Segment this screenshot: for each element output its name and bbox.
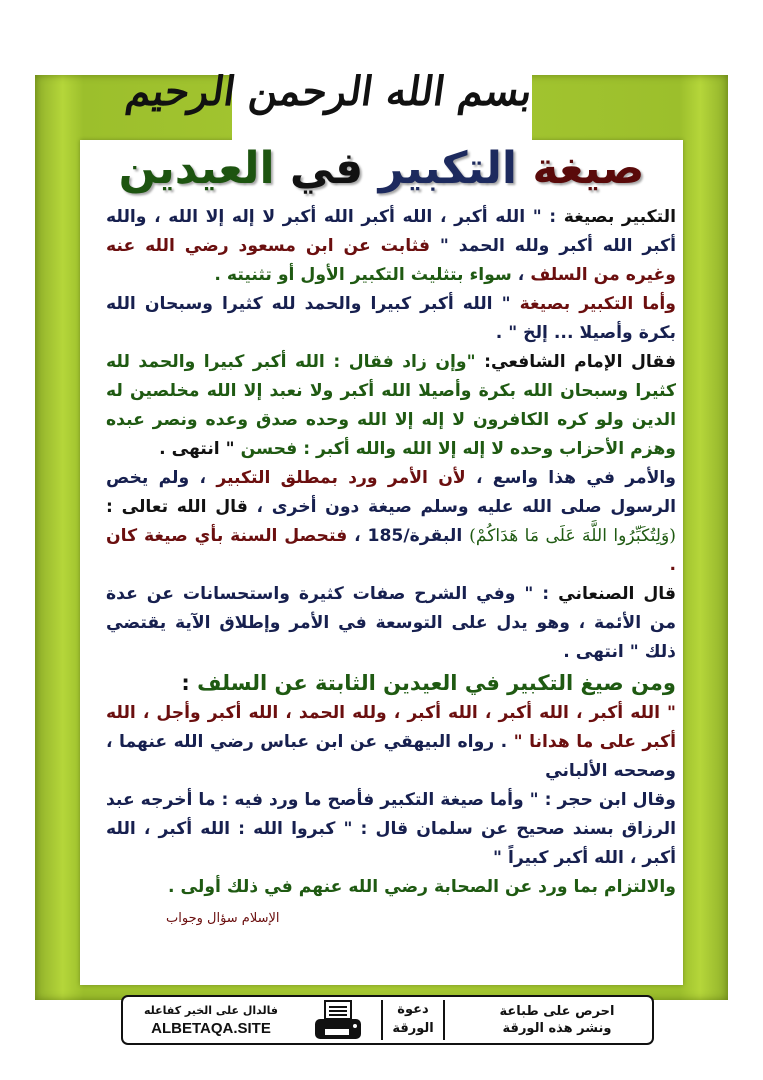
text-segment: سواء بتثليث التكبير الأول أو تثنيته . [214, 265, 512, 285]
site-branding [131, 1002, 291, 1038]
text-segment: قال الله تعالى : [106, 497, 248, 517]
text-segment: فتحصل السنة بأي صيغة كان . [106, 526, 676, 575]
title-word: صيغة [517, 143, 645, 194]
page-title [80, 140, 683, 198]
text-segment: : [181, 671, 198, 695]
slogan: فالدال على الخير كفاعله [143, 1004, 279, 1017]
body-flow [106, 203, 676, 988]
text-segment: "وإن زاد فقال : الله أكبر كبيرا والحمد لله كثيرا وسبحان الله بكرة وأصيلا الله أكبر ولا نعبد إلا الله مخلصين له الدين ولو كره الكافرون لا إله إلا الله وحده صدق وعده ونصر عبده وهزم الأحزاب وحده لا إله إلا الله والله أكبر : فحسن [106, 352, 676, 459]
text-segment: والأمر في هذا واسع ، [465, 468, 676, 488]
print-appeal [492, 1003, 622, 1037]
text-segment: ، ولم يخص الرسول صلى الله عليه وسلم صيغة دون أخرى ، [106, 468, 676, 517]
paragraph [106, 786, 676, 873]
title-word: العيدين [118, 143, 275, 194]
paragraph [106, 348, 676, 464]
text-segment: " الله أكبر ، الله أكبر ، الله أكبر ، ولله الحمد ، الله أكبر وأجل ، الله أكبر على ما هدانا " [106, 703, 676, 752]
title-word: في [274, 143, 364, 194]
paragraph [106, 873, 676, 902]
text-segment: فثابت عن ابن مسعود رضي الله عنه وغيره من السلف [106, 236, 676, 285]
basmala-calligraphy: بسم الله الرحمن الرحيم [123, 68, 536, 115]
paragraph [106, 699, 676, 786]
site-link[interactable]: ALBETAQA.SITE [151, 1020, 271, 1037]
text-segment: ، [511, 265, 531, 285]
text-segment: : " وفي الشرح صفات كثيرة واستحسانات عن عدة من الأئمة ، وهو يدل على التوسعة في الأمر وإطلاق الآية يقتضي ذلك " انتهى . [106, 584, 676, 662]
text-segment: التكبير بصيغة [563, 207, 676, 227]
print-appeal-line1: احرص على طباعة [499, 1004, 615, 1019]
article-body [106, 203, 676, 902]
section-heading [106, 667, 676, 699]
text-segment: " انتهى . [159, 439, 241, 459]
source-credit: الإسلام سؤال وجواب [166, 911, 280, 926]
text-segment: : " الله أكبر ، الله أكبر الله أكبر لا إله إلا الله ، والله أكبر الله أكبر ولله الحمد " [106, 207, 676, 256]
paragraph [106, 464, 676, 580]
paragraph [106, 580, 676, 667]
footer-bar [121, 995, 654, 1045]
logo-line1: دعوة [397, 1002, 429, 1017]
title-word: التكبير [363, 143, 518, 194]
text-segment: " الله أكبر كبيرا والحمد لله كثيرا وسبحان الله بكرة وأصيلا ... إلخ " . [106, 294, 676, 343]
text-segment: وقال ابن حجر : " وأما صيغة التكبير فأصح ما ورد فيه : ما أخرجه عبد الرزاق بسند صحيح عن سلمان قال : " كبروا الله : الله أكبر ، الله أكبر ، الله أكبر كبيراً " [106, 790, 676, 868]
print-appeal-line2: ونشر هذه الورقة [502, 1021, 612, 1036]
paragraph [106, 290, 676, 348]
dawa-waraqa-logo [381, 1000, 445, 1040]
text-segment: البقرة/185 ، [347, 526, 470, 546]
text-segment: . رواه البيهقي عن ابن عباس رضي الله عنهما ، وصححه الألباني [106, 732, 676, 781]
text-segment: ومن صيغ التكبير في العيدين الثابتة عن السلف [197, 671, 676, 695]
logo-line2: الورقة [392, 1021, 434, 1036]
text-segment: قال الصنعاني [558, 584, 676, 604]
text-segment: لأن الأمر ورد بمطلق التكبير [216, 468, 466, 488]
text-segment: فقال الإمام الشافعي: [475, 352, 676, 372]
text-segment: وأما التكبير بصيغة [519, 294, 676, 314]
printer-icon [313, 999, 363, 1041]
text-segment: والالتزام بما ورد عن الصحابة رضي الله عنهم في ذلك أولى . [167, 877, 676, 897]
quran-verse: (وَلِتُكَبِّرُوا اللَّهَ عَلَى مَا هَدَاكُمْ) [469, 526, 676, 546]
paragraph [106, 203, 676, 290]
